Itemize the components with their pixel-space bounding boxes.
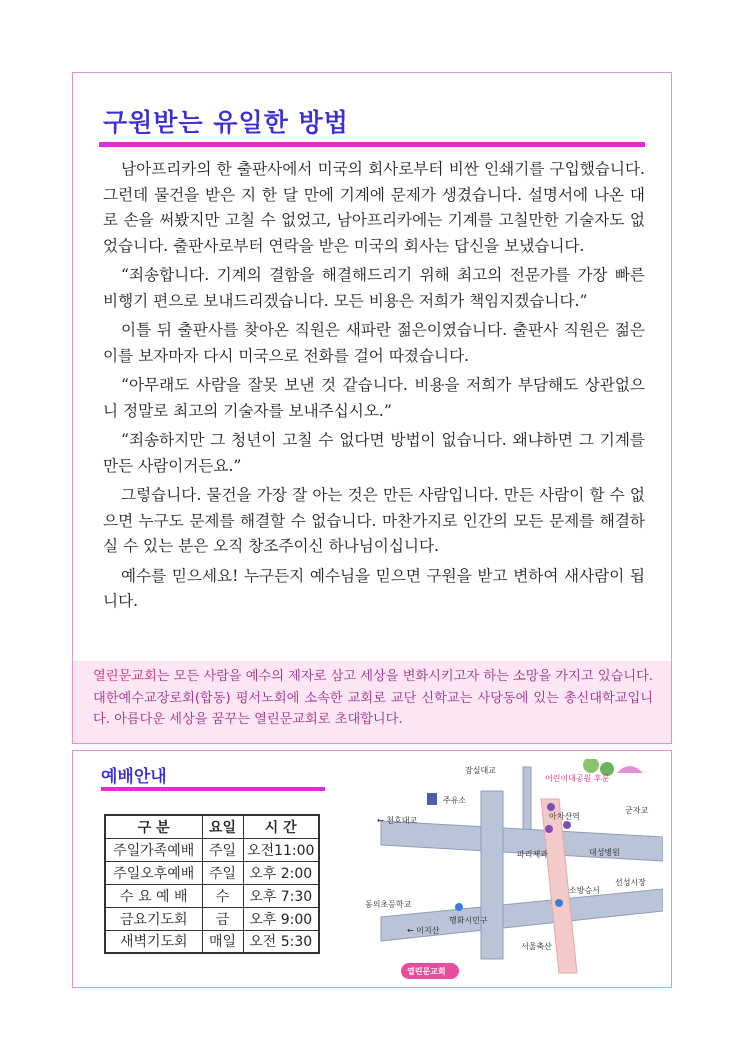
church-intro-text: 는 모든 사람을 예수의 제자로 삼고 세상을 변화시키고자 하는 소망을 가지고 있습니다. 대한예수교장로회(합동) 평서노회에 소속한 교회로 교단 신학교는 사당동에 있는 총신대학교입니다. 아름다운 세상을 꿈꾸는 열린문교회로 초대합니다.: [93, 669, 653, 727]
schedule-table: [104, 814, 320, 954]
map-label-gas-station: 주유소: [443, 796, 467, 805]
map-label-cheonho-bridge: ← 천호대교: [377, 816, 418, 825]
service-day: 금: [202, 907, 243, 930]
paragraph: “죄송하지만 그 청년이 고칠 수 없다면 방법이 없습니다. 왜냐하면 그 기계를 만든 사람이거든요.”: [103, 431, 645, 475]
service-time: 오후 9:00: [243, 907, 319, 930]
map-label-jangan-office: 소방승서: [569, 886, 600, 895]
map-label-kindergarten: 어린이대공원 후문: [545, 774, 610, 783]
title-underline: [99, 142, 645, 147]
map-label-gwangjin-office: 행화시민구: [449, 916, 488, 925]
header-day: 요일: [202, 815, 243, 838]
church-intro-band: [73, 661, 671, 743]
subway-marker-icon: [547, 803, 555, 811]
service-time: 오후 2:00: [243, 861, 319, 884]
service-name: 주일오후예배: [105, 861, 202, 884]
service-time: 오전11:00: [243, 838, 319, 861]
gas-station-icon: [427, 793, 437, 805]
subway-marker-icon: [545, 825, 553, 833]
left-vertical-road: [481, 791, 503, 959]
table-row: [105, 930, 319, 953]
map-drawing: [363, 759, 663, 981]
map-label-isijin: ← 이지산: [407, 926, 440, 935]
tree-icon: [583, 759, 599, 773]
church-marker-label: 열린문교회: [407, 967, 446, 976]
table-row: [105, 884, 319, 907]
table-row: [105, 838, 319, 861]
subway-marker-icon: [563, 821, 571, 829]
table-row: [105, 907, 319, 930]
service-name: 새벽기도회: [105, 930, 202, 953]
service-time: 오전 5:30: [243, 930, 319, 953]
schedule-header-row: [105, 815, 319, 838]
service-name: 수 요 예 배: [105, 884, 202, 907]
location-map: [363, 759, 663, 981]
map-label-seonsu-market: 선성시장: [615, 878, 646, 887]
umbrella-icon: [617, 766, 643, 773]
header-time: 시 간: [243, 815, 319, 838]
service-day: 주일: [202, 838, 243, 861]
paragraph: 예수를 믿으세요! 누구든지 예수님을 믿으면 구원을 받고 변하여 새사람이 됩니다.: [103, 566, 645, 610]
paragraph: 이틀 뒤 출판사를 찾아온 직원은 새파란 젊은이였습니다. 출판사 직원은 젊은이를 보자마자 다시 미국으로 전화를 걸어 따졌습니다.: [103, 321, 645, 365]
article-panel: [72, 72, 672, 744]
article-title: 구원받는 유일한 방법: [103, 108, 349, 137]
schedule-underline: [101, 787, 325, 791]
paragraph: 그렇습니다. 물건을 가장 잘 아는 것은 만든 사람입니다. 만든 사람이 할 수 없으면 누구도 문제를 해결할 수 없습니다. 마찬가지로 인간의 모든 문제를 해결하실 수 있는 분은 오직 창조주이신 하나님이십니다.: [103, 486, 645, 555]
service-name: 금요기도회: [105, 907, 202, 930]
article-body: [103, 157, 645, 619]
worship-panel: [72, 750, 672, 988]
church-name: 열린문교회: [93, 669, 157, 684]
schedule-title: 예배안내: [101, 767, 167, 787]
map-label-daeseong: 대성병원: [589, 848, 620, 857]
map-label-jamsil-bridge: 잠실대교: [465, 766, 496, 775]
service-name: 주일가족예배: [105, 838, 202, 861]
bus-stop-icon: [555, 899, 563, 907]
bus-stop-icon: [455, 903, 463, 911]
short-vertical-road: [523, 767, 531, 829]
map-label-gunja-bridge: 군자교: [625, 806, 649, 815]
map-label-achasan-station: 아차산역: [549, 812, 580, 821]
service-day: 매일: [202, 930, 243, 953]
map-label-dongja-school: 동의초등학교: [365, 900, 412, 909]
service-day: 수: [202, 884, 243, 907]
header-category: 구 분: [105, 815, 202, 838]
map-label-paris-bakery: 파리제과: [517, 850, 548, 859]
church-intro: [93, 666, 653, 731]
service-time: 오후 7:30: [243, 884, 319, 907]
paragraph: 남아프리카의 한 출판사에서 미국의 회사로부터 비싼 인쇄기를 구입했습니다. 그런데 물건을 받은 지 한 달 만에 기계에 문제가 생겼습니다. 설명서에 나온 대로 손을 써봤지만 고칠 수 없었고, 남아프리카에는 기계를 고칠만한 기술자도 없었습니다. 출판사로부터 연락을 받은 미국의 회사는 답신을 보냈습니다.: [103, 160, 645, 255]
table-row: [105, 861, 319, 884]
service-day: 주일: [202, 861, 243, 884]
map-label-seoul-bank: 서울축산: [521, 942, 552, 951]
paragraph: “죄송합니다. 기계의 결함을 해결해드리기 위해 최고의 전문가를 가장 빠른 비행기 편으로 보내드리겠습니다. 모든 비용은 저희가 책임지겠습니다.”: [103, 266, 645, 310]
paragraph: “아무래도 사람을 잘못 보낸 것 같습니다. 비용을 저희가 부담해도 상관없으니 정말로 최고의 기술자를 보내주십시오.”: [103, 376, 645, 420]
